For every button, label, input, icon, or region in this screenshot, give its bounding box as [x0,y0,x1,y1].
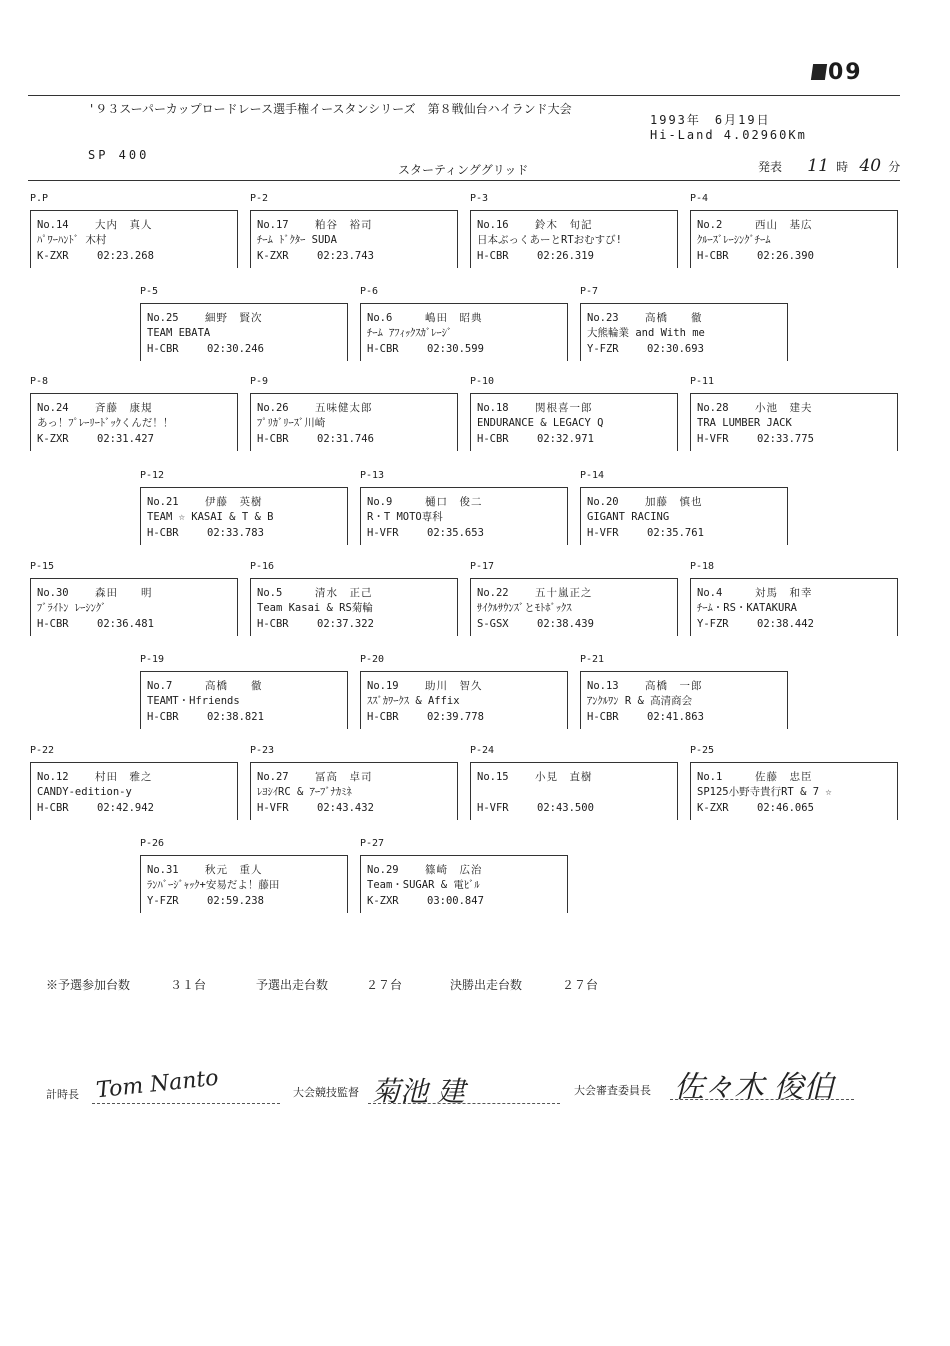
team-name: TEAM EBATA [147,327,211,339]
machine: H-CBR [587,711,619,723]
team-name: 日本ぶっくあーとRTおむすび! [477,234,622,246]
car-number: No.16 [477,219,509,231]
timekeeper-signature: Tom Nanto [95,1065,220,1104]
car-number: No.20 [587,496,619,508]
entry-line-1 [587,495,785,510]
car-number: No.21 [147,496,179,508]
entry-line-1 [37,770,235,785]
rider-name: 清水 正己 [315,587,373,599]
entry-line-1 [587,679,785,694]
entry-line-1 [477,401,675,416]
final-label: 決勝出走台数 [450,978,523,992]
entry-line-1 [587,311,785,326]
machine: H-VFR [367,527,399,539]
rider-name: 高橋 徹 [205,680,263,692]
qualifying-time: 02:23.268 [97,250,154,262]
entry-line-3 [697,249,895,264]
machine: H-VFR [697,433,729,445]
grid-entry [690,210,898,268]
entry-line-1 [367,863,565,878]
final-value: ２７台 [562,978,599,992]
timekeeper-label: 計時長 [46,1088,79,1101]
grid-entry [470,578,678,636]
event-venue: Hi-Land 4.02960Km [650,128,807,142]
grid-position-label: P-13 [360,470,385,481]
grid-entry [250,578,458,636]
grid-entry [470,210,678,268]
qualifying-time: 02:38.821 [207,711,264,723]
grid-entry [690,393,898,451]
team-name: CANDY-edition-y [37,786,132,798]
qualifying-time: 02:43.500 [537,802,594,814]
grid-entry [690,762,898,820]
race-class: SP 400 [88,148,150,162]
grid-position-label: P-24 [470,745,495,756]
grid-entry [360,671,568,729]
machine: K-ZXR [257,250,289,262]
entry-line-3 [477,801,675,816]
entry-line-3 [367,342,565,357]
team-name: ｽｽﾞｶﾜｰｸｽ & Affix [367,695,460,707]
machine: K-ZXR [37,250,69,262]
team-name [477,785,675,800]
entry-line-3 [367,894,565,909]
rider-name: 五十嵐正之 [535,587,593,599]
car-number: No.29 [367,864,399,876]
published-hour: 11 [807,156,829,176]
qualifying-time: 02:35.761 [647,527,704,539]
car-number: No.12 [37,771,69,783]
entry-line-3 [477,432,675,447]
grid-position-label: P-20 [360,654,385,665]
entry-line-3 [587,526,785,541]
grid-entry [30,578,238,636]
car-number: No.13 [587,680,619,692]
rider-name: 助川 智久 [425,680,483,692]
qualifying-time: 02:31.746 [317,433,374,445]
machine: Y-FZR [147,895,179,907]
entry-line-1 [147,495,345,510]
qualifying-time: 02:26.319 [537,250,594,262]
qualifying-value: ２７台 [366,978,403,992]
qualifying-time: 02:39.778 [427,711,484,723]
grid-position-label: P-6 [360,286,379,297]
grid-entry [250,762,458,820]
car-number: No.6 [367,312,393,324]
team-name: GIGANT RACING [587,511,670,523]
machine: H-CBR [147,711,179,723]
grid-position-label: P-19 [140,654,165,665]
entry-line-1 [477,586,675,601]
team-name: SP125小野寺貴行RT & 7 ☆ [697,786,832,798]
grid-entry [140,303,348,361]
team-name: R・T MOTO専科 [367,511,443,523]
entry-line-3 [257,617,455,632]
grid-entry [690,578,898,636]
stamp-mark-icon [811,64,827,80]
entry-line-3 [477,249,675,264]
grid-entry [30,393,238,451]
qualifying-time: 02:30.599 [427,343,484,355]
grid-position-label: P-14 [580,470,605,481]
hour-unit: 時 [836,160,849,174]
entry-line-3 [477,617,675,632]
team-name: ｱﾝｸﾙﾜﾝ R & 高清商会 [587,695,693,707]
car-number: No.31 [147,864,179,876]
machine: K-ZXR [367,895,399,907]
machine: H-CBR [367,343,399,355]
car-number: No.30 [37,587,69,599]
team-name: Team・SUGAR & 電ﾋﾞﾙ [367,879,480,891]
grid-position-label: P-5 [140,286,159,297]
team-name: Team Kasai & RS菊輪 [257,602,373,614]
grid-entry [140,855,348,913]
entry-line-1 [147,679,345,694]
entry-line-1 [697,218,895,233]
machine: Y-FZR [587,343,619,355]
grid-position-label: P-16 [250,561,275,572]
entry-line-1 [257,770,455,785]
team-name: ﾁｰﾑ ｱﾌｨｯｸｽｶﾞﾚｰｼﾞ [367,327,453,339]
entries-value: ３１台 [170,978,207,992]
car-number: No.18 [477,402,509,414]
grid-entry [250,393,458,451]
machine: Y-FZR [697,618,729,630]
grid-entry [580,671,788,729]
rider-name: 西山 基広 [755,219,813,231]
grid-entry [470,393,678,451]
car-number: No.5 [257,587,283,599]
grid-position-label: P-2 [250,193,269,204]
grid-entry [580,487,788,545]
team-name: あっ！ﾌﾟﾚｰﾘｰﾄﾞｯｸくんだ！！ [37,417,174,429]
entry-line-3 [147,710,345,725]
timekeeper-sign-line [92,1103,280,1104]
grid-title: スターティンググリッド [398,163,529,177]
entry-line-3 [37,249,235,264]
event-date: 1993年 6月19日 [650,113,771,127]
rider-name: 対馬 和幸 [755,587,813,599]
grid-position-label: P-3 [470,193,489,204]
machine: H-VFR [477,802,509,814]
car-number: No.24 [37,402,69,414]
machine: H-VFR [587,527,619,539]
car-number: No.1 [697,771,723,783]
entry-line-3 [367,526,565,541]
machine: H-CBR [697,250,729,262]
entry-line-3 [697,801,895,816]
entry-line-3 [257,249,455,264]
qualifying-time: 02:36.481 [97,618,154,630]
steward-label: 大会審査委員長 [574,1084,651,1097]
qualifying-time: 02:32.971 [537,433,594,445]
machine: H-CBR [477,433,509,445]
entry-line-1 [367,495,565,510]
grid-entry [30,210,238,268]
entry-line-3 [147,894,345,909]
grid-position-label: P-27 [360,838,385,849]
entry-line-1 [147,863,345,878]
director-label: 大会競技監督 [293,1086,359,1099]
car-number: No.27 [257,771,289,783]
rider-name: 大内 真人 [95,219,153,231]
published-minute: 40 [859,156,882,176]
qualifying-time: 02:31.427 [97,433,154,445]
entry-line-1 [257,218,455,233]
rider-name: 五味健太郎 [315,402,373,414]
grid-position-label: P-21 [580,654,605,665]
grid-position-label: P-7 [580,286,599,297]
rider-name: 森田 明 [95,587,153,599]
car-number: No.26 [257,402,289,414]
car-number: No.19 [367,680,399,692]
team-name: ﾁｰﾑ ﾄﾞｸﾀｰ SUDA [257,234,337,246]
grid-entry [580,303,788,361]
machine: H-CBR [147,343,179,355]
rider-name: 斉藤 康規 [95,402,153,414]
entry-line-1 [147,311,345,326]
grid-position-label: P-23 [250,745,275,756]
team-name: TEAM ☆ KASAI & T & B [147,511,274,523]
entry-line-1 [367,311,565,326]
team-name: ﾗﾝﾊﾞｰｼﾞｬｯｸ+安易だよ！藤田 [147,879,280,891]
machine: H-CBR [367,711,399,723]
qualifying-time: 02:26.390 [757,250,814,262]
qualifying-time: 02:59.238 [207,895,264,907]
steward-signature: 佐々木 俊伯 [674,1070,834,1105]
grid-position-label: P-4 [690,193,709,204]
qualifying-time: 02:41.863 [647,711,704,723]
entry-line-3 [587,342,785,357]
qualifying-time: 02:35.653 [427,527,484,539]
grid-position-label: P-8 [30,376,49,387]
machine: H-CBR [37,618,69,630]
entry-line-3 [697,617,895,632]
machine: H-CBR [147,527,179,539]
rider-name: 秋元 重人 [205,864,263,876]
grid-entry [30,762,238,820]
machine: H-CBR [257,618,289,630]
page-number: 09 [812,60,863,85]
qualifying-time: 02:46.065 [757,802,814,814]
machine: K-ZXR [697,802,729,814]
rider-name: 鈴木 旬記 [535,219,593,231]
entry-line-3 [257,432,455,447]
entry-line-1 [367,679,565,694]
rider-name: 粕谷 裕司 [315,219,373,231]
machine: H-CBR [257,433,289,445]
entry-line-1 [697,586,895,601]
entry-line-3 [37,801,235,816]
team-name: TRA LUMBER JACK [697,417,792,429]
entry-line-3 [147,526,345,541]
grid-position-label: P-17 [470,561,495,572]
grid-entry [140,671,348,729]
grid-position-label: P-11 [690,376,715,387]
grid-position-label: P.P [30,193,49,204]
rider-name: 嶋田 昭典 [425,312,483,324]
grid-position-label: P-25 [690,745,715,756]
qualifying-label: 予選出走台数 [256,978,329,992]
team-name: ﾌﾞﾗｲﾄﾝ ﾚｰｼﾝｸﾞ [37,602,107,614]
grid-position-label: P-26 [140,838,165,849]
entry-line-3 [587,710,785,725]
rider-name: 関根喜一郎 [535,402,593,414]
team-name: ENDURANCE & LEGACY Q [477,417,604,429]
car-number: No.14 [37,219,69,231]
machine: H-CBR [37,802,69,814]
grid-position-label: P-10 [470,376,495,387]
machine: H-CBR [477,250,509,262]
entry-line-1 [37,401,235,416]
team-name: ﾊﾟﾜｰﾊﾝﾄﾞ 木村 [37,234,107,246]
steward-sign-line [670,1099,854,1100]
grid-entry [140,487,348,545]
car-number: No.2 [697,219,723,231]
rider-name: 小池 建夫 [755,402,813,414]
entry-line-1 [37,218,235,233]
grid-position-label: P-9 [250,376,269,387]
team-name: ﾁｰﾑ・RS・KATAKURA [697,602,797,614]
qualifying-time: 02:43.432 [317,802,374,814]
rider-name: 村田 雅之 [95,771,153,783]
entry-line-3 [37,617,235,632]
qualifying-time: 02:30.693 [647,343,704,355]
team-name: 大熊輪業 and With me [587,327,705,339]
grid-entry [470,762,678,820]
car-number: No.28 [697,402,729,414]
team-name: ｻｲｸﾙｻｳﾝｽﾞとﾓﾄﾎﾞｯｸｽ [477,602,572,614]
machine: K-ZXR [37,433,69,445]
grid-entry [360,855,568,913]
qualifying-time: 02:23.743 [317,250,374,262]
rider-name: 細野 賢次 [205,312,263,324]
entry-line-1 [697,770,895,785]
entry-line-1 [257,401,455,416]
car-number: No.23 [587,312,619,324]
car-number: No.25 [147,312,179,324]
grid-position-label: P-22 [30,745,55,756]
entries-label: ※予選参加台数 [46,978,131,992]
rider-name: 篠崎 広治 [425,864,483,876]
rider-name: 佐藤 忠臣 [755,771,813,783]
qualifying-time: 02:33.783 [207,527,264,539]
entry-line-1 [477,770,675,785]
grid-title-rule [28,180,900,181]
director-signature: 菊池 建 [372,1075,465,1108]
car-number: No.9 [367,496,393,508]
car-number: No.22 [477,587,509,599]
entry-line-3 [37,432,235,447]
qualifying-time: 02:38.439 [537,618,594,630]
entry-line-3 [147,342,345,357]
entry-line-3 [697,432,895,447]
team-name: TEAMT・Hfriends [147,695,240,707]
published-time [758,156,900,176]
grid-entry [360,303,568,361]
grid-position-label: P-15 [30,561,55,572]
rider-name: 冨高 卓司 [315,771,373,783]
car-number: No.15 [477,771,509,783]
qualifying-time: 02:42.942 [97,802,154,814]
rider-name: 樋口 俊二 [425,496,483,508]
event-title: '９３スーパーカップロードレース選手権イースタンシリーズ 第８戦仙台ハイランド大会 [88,102,572,116]
car-number: No.7 [147,680,173,692]
entry-line-1 [257,586,455,601]
grid-entry [360,487,568,545]
rider-name: 加藤 慎也 [645,496,703,508]
entry-line-1 [477,218,675,233]
entry-line-3 [367,710,565,725]
grid-position-label: P-12 [140,470,165,481]
rider-name: 伊藤 英樹 [205,496,263,508]
entry-line-1 [697,401,895,416]
qualifying-time: 02:38.442 [757,618,814,630]
team-name: ﾚﾖｼｲRC & ｱｰﾌﾞﾅｶﾐﾈ [257,786,352,798]
qualifying-time: 03:00.847 [427,895,484,907]
machine: S-GSX [477,618,509,630]
entry-line-3 [257,801,455,816]
minute-unit: 分 [888,160,901,174]
car-number: No.17 [257,219,289,231]
car-number: No.4 [697,587,723,599]
rider-name: 小見 直樹 [535,771,593,783]
published-label: 発表 [758,160,783,174]
header-rule [28,95,900,96]
director-sign-line [368,1103,560,1104]
qualifying-time: 02:33.775 [757,433,814,445]
rider-name: 高橋 徹 [645,312,703,324]
qualifying-time: 02:37.322 [317,618,374,630]
entry-line-1 [37,586,235,601]
team-name: ｸﾙｰｽﾞﾚｰｼﾝｸﾞﾁｰﾑ [697,234,771,246]
machine: H-VFR [257,802,289,814]
qualifying-time: 02:30.246 [207,343,264,355]
team-name: ﾌﾟﾘｶﾞﾘｰｽﾞ川崎 [257,417,326,429]
grid-position-label: P-18 [690,561,715,572]
grid-entry [250,210,458,268]
rider-name: 高橋 一郎 [645,680,703,692]
